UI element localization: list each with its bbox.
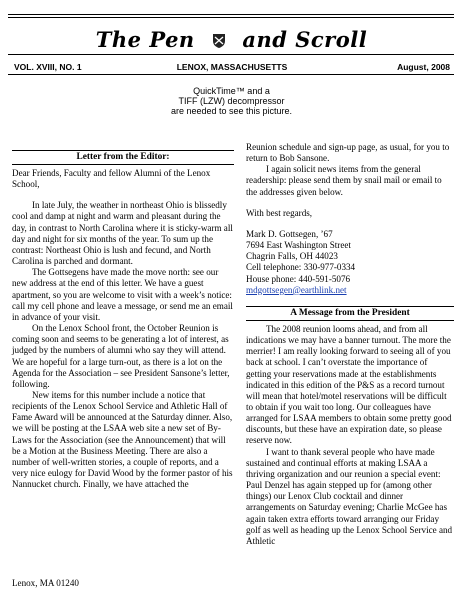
left-column <box>12 150 234 490</box>
footer-address: Lenox, MA 01240 <box>12 578 79 588</box>
masthead-title <box>0 28 463 52</box>
masthead-bottom-rule <box>8 54 454 55</box>
issue-location: LENOX, MASSACHUSETTS <box>176 62 288 72</box>
issue-rule <box>8 74 454 75</box>
editor-salutation: Dear Friends, Faculty and fellow Alumni of the Lenox School, <box>12 168 211 190</box>
issue-date: August, 2008 <box>397 62 450 72</box>
president-message-heading: A Message from the President <box>246 306 454 321</box>
editor-para-6: I again solicit news items from the general readership: please send them by snail mail or email to the addresses given below. <box>246 164 442 197</box>
image-placeholder <box>110 86 353 116</box>
signature-street: 7694 East Washington Street <box>246 240 351 251</box>
masthead-title-part2: and Scroll <box>236 27 373 52</box>
signature-email-link[interactable]: mdgottsegen@earthlink.net <box>246 284 347 295</box>
signature-house: House phone: 440-591-5076 <box>246 273 351 284</box>
president-para-2: I want to thank several people who have made sustained and continual efforts at making LSAA a thriving organization and our reunion a special event: Paul Denzel has again stepped up for (among other things) our Lenox Club cocktail and dinner arrangements on Saturday evening; Charlie McGee has again taken extra efforts toward arranging our Friday golf as well as heading up the Lenox School Service and Athletic <box>246 446 453 546</box>
masthead-top-rule <box>8 14 454 15</box>
masthead <box>0 14 463 54</box>
editor-para-4: New items for this number include a notice that recipients of the Lenox School Service and Athletic Hall of Fame Award will be announced at the Saturday dinner. Also, we will be posting at the LSAA web site a new set of By-Laws for the Association (see the Announcement) that will be a Motion at the Business Meeting. There are also a number of well-written stories, a couple of reports, and a very nice eulogy for David Wood by the former pastor of his Nannucket church. Finally, we have attached the <box>12 389 233 490</box>
editor-letter-heading: Letter from the Editor: <box>12 150 234 165</box>
signature-city: Chagrin Falls, OH 44023 <box>246 251 338 262</box>
signature-name: Mark D. Gottsegen, ’67 <box>246 228 333 239</box>
signature-cell: Cell telephone: 330-977-0334 <box>246 262 356 273</box>
issue-volume: VOL. XVIII, NO. 1 <box>14 62 82 72</box>
editor-para-2: The Gottsegens have made the move north: see our new address at the end of this letter. We have a guest apartment, so you are welcome to visit with a week’s notice: call my cell phone and leave a message, or send me an email in advance of your visit. <box>12 267 233 322</box>
placeholder-line-3: are needed to see this picture. <box>170 106 293 116</box>
president-para-1: The 2008 reunion looms ahead, and from all indications we may have a banner turnout. The more the merrier! I am really looking forward to seeing all of you back at school. I can’t overstate the importance of getting your reservations made at the establishments indicated in this edition of the P&S as a record turnout will mean that hotel/motel reservations will be difficult to obtain if you wait too long. Our colleagues have arranged for LSAA members to obtain some pretty good discounts, but these have an expiration date, so please reserve now. <box>246 323 452 446</box>
masthead-top-rule-inner <box>8 17 454 18</box>
editor-para-1: In late July, the weather in northeast Ohio is blissedly cool and damp at night and warm and pleasant during the day, in contrast to North Carolina where it is sticky-warm all day and night for six months of the year. To sum up the contrast: Northeast Ohio is lush and fecund, and North Carolina is parched and dormant. <box>12 200 233 267</box>
editor-closing: With best regards, <box>246 207 313 218</box>
placeholder-line-2: TIFF (LZW) decompressor <box>178 96 285 106</box>
editor-para-3: On the Lenox School front, the October Reunion is coming soon and seems to be generating a lot of interest, as judged by the numbers of alumni who say they will attend. We are hopeful for a large turn-out, as there is a lot on the Agenda for the Association – see President Sansone’s letter, following. <box>12 323 230 389</box>
right-column <box>246 142 454 547</box>
crest-icon <box>212 33 226 49</box>
editor-para-5: Reunion schedule and sign-up page, as usual, for you to return to Bob Sansone. <box>246 142 450 164</box>
masthead-title-part1: The Pen <box>90 27 201 52</box>
placeholder-line-1: QuickTime™ and a <box>193 86 270 96</box>
